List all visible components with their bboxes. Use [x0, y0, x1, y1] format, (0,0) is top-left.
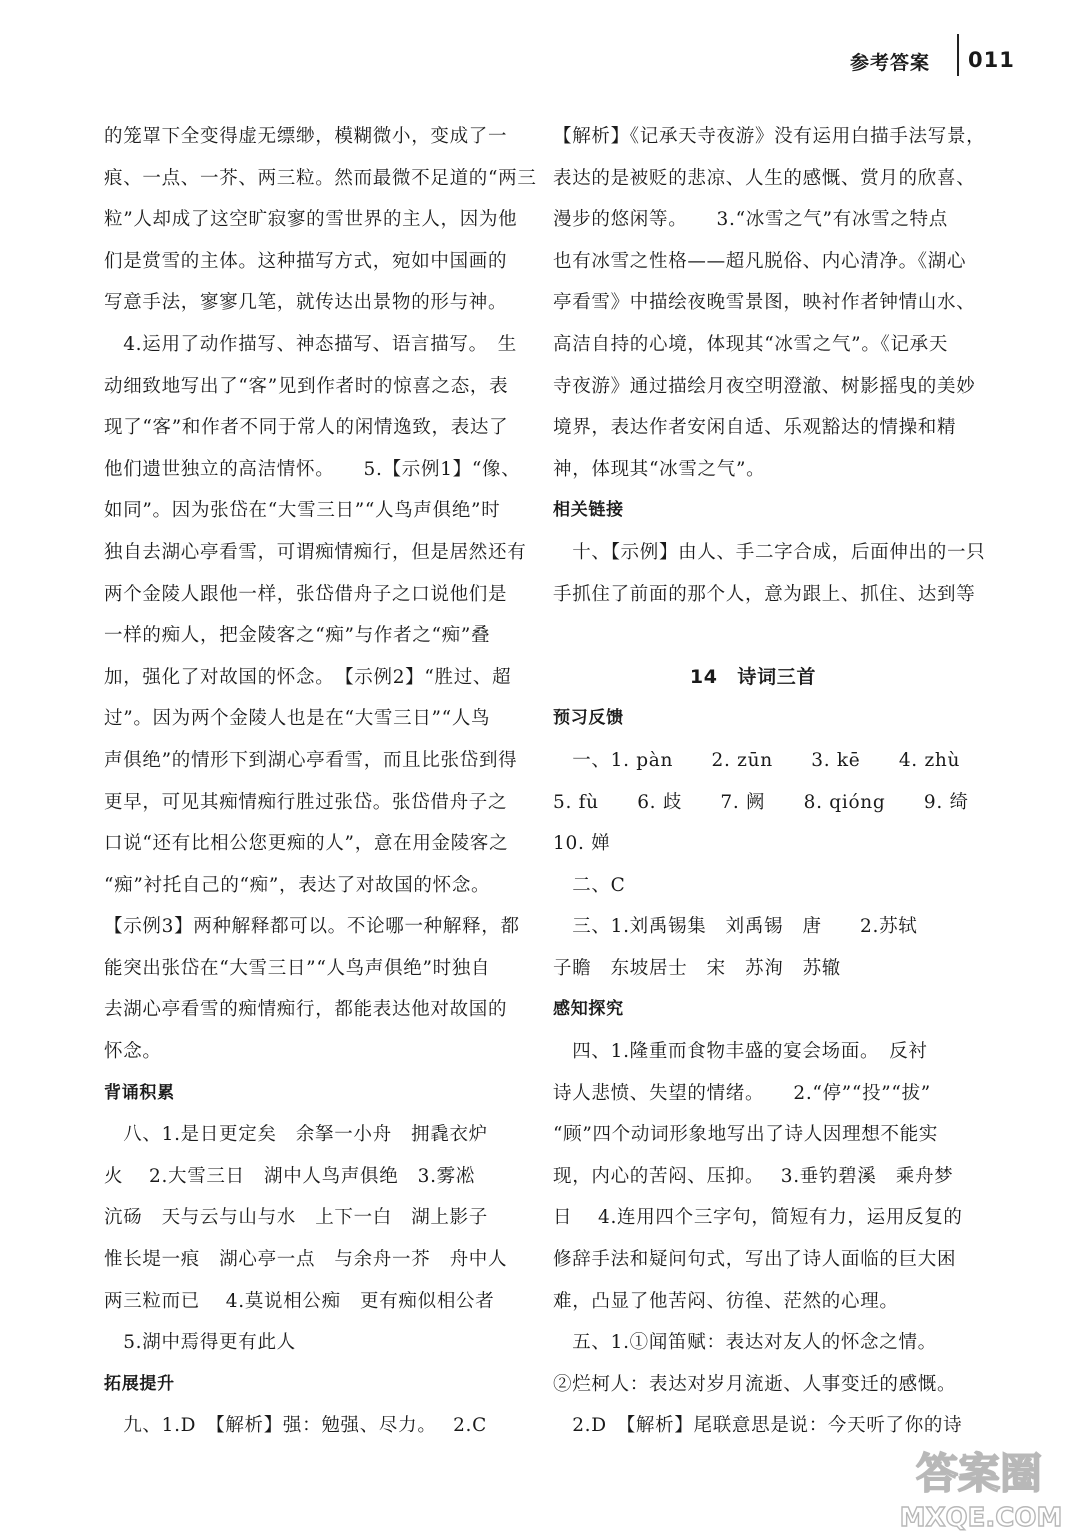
text-line: 诗人悲愤、失望的情绪。 2.“停”“投”“拔” — [553, 1082, 931, 1104]
text-line: 九、1.D 【解析】强：勉强、尽力。 2.C — [104, 1415, 487, 1437]
text-line: 火 2.大雪三日 湖中人鸟声俱绝 3.雾凇 — [104, 1165, 476, 1187]
text-line: 表达的是被贬的悲凉、人生的感慨、赏月的欣喜、 — [553, 167, 976, 189]
text-line: 写意手法，寥寥几笔，就传达出景物的形与神。 — [104, 292, 508, 314]
text-line: 二、C — [553, 874, 626, 896]
lesson-title: 14 诗词三首 — [689, 665, 817, 688]
text-line: 现了“客”和作者不同于常人的闲情逸致，表达了 — [104, 417, 509, 439]
text-line: 5.湖中焉得更有此人 — [104, 1332, 296, 1354]
text-line: 【示例3】两种解释都可以。不论哪一种解释，都 — [104, 916, 520, 938]
section-heading: 相关链接 — [553, 500, 624, 521]
text-line: 亭看雪》中描绘夜晚雪景图，映衬作者钟情山水、 — [553, 292, 976, 314]
text-line: 们是赏雪的主体。这种描写方式，宛如中国画的 — [104, 250, 508, 272]
watermark-logo — [895, 1440, 1065, 1536]
section-heading: 拓展提升 — [104, 1373, 175, 1394]
header-divider — [957, 34, 959, 76]
text-line: 【解析】《记承天寺夜游》没有运用白描手法写景， — [553, 126, 986, 147]
text-line: 惟长堤一痕 湖心亭一点 与余舟一芥 舟中人 — [104, 1249, 508, 1271]
text-line: “痴”衬托自己的“痴”，表达了对故国的怀念。 — [104, 874, 491, 896]
text-line: 过”。因为两个金陵人也是在“大雪三日”“人鸟 — [104, 708, 491, 730]
text-line: 十、【示例】由人、手二字合成，后面伸出的一只 — [553, 541, 986, 563]
text-line: 沆砀 天与云与山与水 上下一白 湖上影子 — [104, 1207, 489, 1229]
text-line: 他们遗世独立的高洁情怀。 5.【示例1】“像、 — [104, 458, 521, 480]
header-label: 参考答案 — [850, 52, 931, 74]
text-line: 也有冰雪之性格——超凡脱俗、内心清净。《湖心 — [553, 250, 967, 272]
text-line: 高洁自持的心境，体现其“冰雪之气”。《记承天 — [553, 333, 949, 355]
text-line: “顾”四个动词形象地写出了诗人因理想不能实 — [553, 1124, 939, 1146]
text-line: 神，体现其“冰雪之气”。 — [553, 458, 766, 480]
watermark-bottom-text: MXQE.COM — [899, 1503, 1063, 1533]
text-line: 声俱绝”的情形下到湖心亭看雪，而且比张岱到得 — [104, 749, 518, 771]
section-heading: 感知探究 — [553, 999, 624, 1020]
text-line: 独自去湖心亭看雪，可谓痴情痴行，但是居然还有 — [104, 541, 527, 563]
right-column — [553, 116, 986, 1447]
text-line: 加，强化了对故国的怀念。 【示例2】“胜过、超 — [104, 666, 512, 688]
watermark-top-text: 答案圈 — [915, 1449, 1043, 1498]
text-line: 10. 婵 — [553, 833, 611, 855]
text-line: 动细致地写出了“客”见到作者时的惊喜之态，表 — [104, 375, 509, 397]
blank-line — [553, 615, 953, 657]
text-line: 一、1. pàn 2. zūn 3. kē 4. zhù — [553, 749, 961, 771]
text-line: 子瞻 东坡居士 宋 苏洵 苏辙 — [553, 957, 842, 979]
left-column — [104, 116, 537, 1447]
text-line: 三、1.刘禹锡集 刘禹锡 唐 2.苏轼 — [553, 916, 918, 938]
text-line: 的笼罩下全变得虚无缥缈，模糊微小，变成了一 — [104, 126, 508, 147]
text-line: 更早，可见其痴情痴行胜过张岱。张岱借舟子之 — [104, 791, 508, 813]
text-line: 如同”。因为张岱在“大雪三日”“人鸟声俱绝”时 — [104, 500, 501, 522]
text-line: 一样的痴人，把金陵客之“痴”与作者之“痴”叠 — [104, 625, 491, 647]
text-line: 两三粒而已 4.莫说相公痴 更有痴似相公者 — [104, 1290, 495, 1312]
text-line: ②烂柯人：表达对岁月流逝、人事变迁的感慨。 — [553, 1373, 957, 1395]
text-line: 粒”人却成了这空旷寂寥的雪世界的主人，因为他 — [104, 209, 518, 231]
text-line: 漫步的悠闲等。 3.“冰雪之气”有冰雪之特点 — [553, 209, 948, 231]
text-line: 境界，表达作者安闲自适、乐观豁达的情操和精 — [553, 417, 957, 439]
text-line: 修辞手法和疑问句式，写出了诗人面临的巨大困 — [553, 1249, 957, 1271]
text-line: 4.运用了动作描写、神态描写、语言描写。 生 — [104, 333, 518, 355]
text-line: 两个金陵人跟他一样，张岱借舟子之口说他们是 — [104, 583, 508, 605]
text-line: 寺夜游》通过描绘月夜空明澄澈、树影摇曳的美妙 — [553, 375, 976, 397]
text-line: 八、1.是日更定矣 余拏一小舟 拥毳衣炉 — [104, 1124, 488, 1146]
text-line: 手抓住了前面的那个人，意为跟上、抓住、达到等 — [553, 583, 976, 605]
text-line: 四、1.隆重而食物丰盛的宴会场面。 反衬 — [553, 1041, 928, 1063]
text-line: 难，凸显了他苦闷、彷徨、茫然的心理。 — [553, 1290, 899, 1312]
text-line: 5. fù 6. 歧 7. 阙 8. qióng 9. 绮 — [553, 791, 969, 813]
text-line: 能突出张岱在“大雪三日”“人鸟声俱绝”时独自 — [104, 957, 491, 979]
text-line: 口说“还有比相公您更痴的人”，意在用金陵客之 — [104, 833, 509, 855]
text-line: 现，内心的苦闷、压抑。 3.垂钓碧溪 乘舟梦 — [553, 1165, 954, 1187]
section-heading: 预习反馈 — [553, 708, 624, 729]
section-heading: 背诵积累 — [104, 1082, 175, 1103]
page-number: 011 — [968, 48, 1015, 72]
text-line: 五、1.①闻笛赋：表达对友人的怀念之情。 — [553, 1332, 937, 1354]
text-line: 痕、一点、一芥、两三粒。然而最微不足道的“两三 — [104, 167, 537, 189]
text-line: 2.D 【解析】尾联意思是说：今天听了你的诗 — [553, 1415, 963, 1437]
text-line: 去湖心亭看雪的痴情痴行，都能表达他对故国的 — [104, 999, 508, 1021]
text-line: 日 4.连用四个三字句，简短有力，运用反复的 — [553, 1207, 963, 1229]
text-line: 怀念。 — [104, 1041, 162, 1063]
